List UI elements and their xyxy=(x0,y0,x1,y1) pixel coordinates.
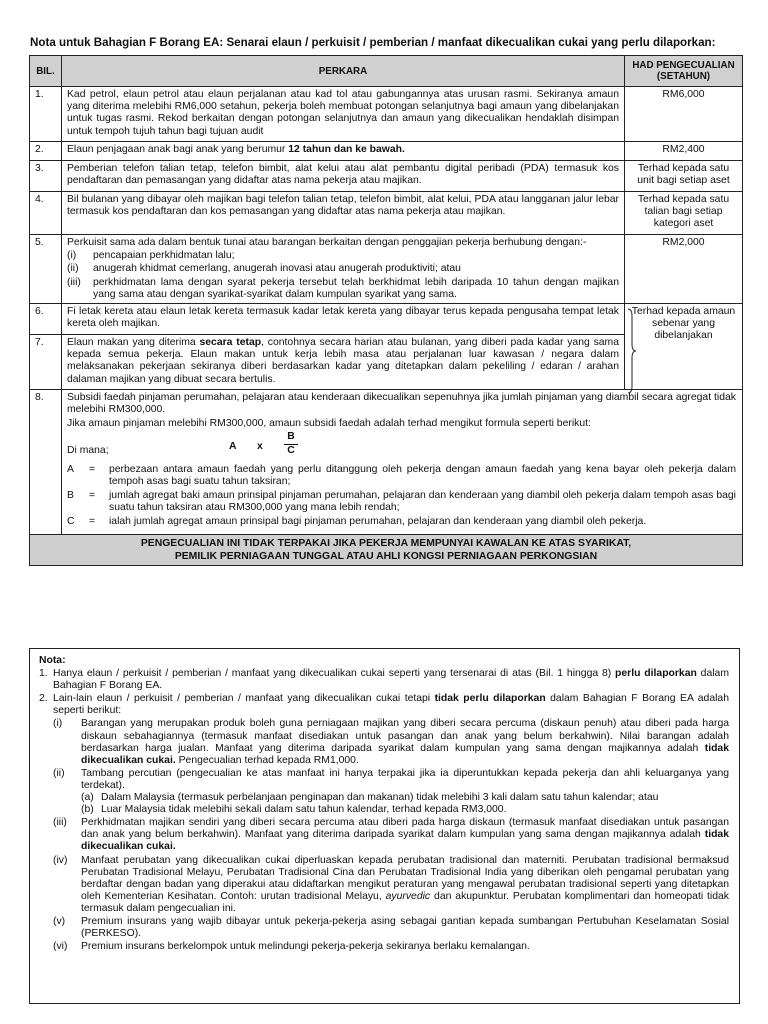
notes-box xyxy=(29,648,740,1004)
row-limit-shared xyxy=(625,304,743,390)
formula-definition xyxy=(67,464,736,488)
footer-line-1: PENGECUALIAN INI TIDAK TERPAKAI JIKA PEKERJA MEMPUNYAI KAWALAN KE ATAS SYARIKAT, xyxy=(140,537,632,549)
note-sub-item xyxy=(53,916,729,940)
note-sub-item xyxy=(53,817,729,853)
row-number: 4. xyxy=(30,192,62,235)
note-text xyxy=(53,668,729,692)
row-text xyxy=(62,390,743,535)
row-number: 1. xyxy=(30,87,62,142)
note-body xyxy=(53,693,729,953)
text-run: tidak dikecualikan cukai. xyxy=(81,742,729,766)
sub-item-text: pencapaian perkhidmatan lalu; xyxy=(93,250,235,262)
note-sub-item xyxy=(53,768,729,816)
text-run: Premium insurans berkelompok untuk melindungi pekerja-pekerja sekiranya berlaku kemalangan. xyxy=(81,941,530,953)
text-run: dan akupunktur. Perubatan komplimentari dan homeopati tidak termasuk dalam pengecualian ini. xyxy=(81,890,729,914)
row-text xyxy=(62,235,625,304)
table-row-1 xyxy=(30,87,743,142)
table-row-6 xyxy=(30,304,743,335)
formula-times: x xyxy=(257,440,263,452)
sub-item-text xyxy=(81,941,729,953)
table-header-row xyxy=(30,56,743,87)
alpha-number: (a) xyxy=(81,792,94,804)
alpha-number: (b) xyxy=(81,804,94,816)
note-number: 2. xyxy=(39,693,48,705)
definition-variable: A xyxy=(67,463,74,475)
sub-item-text xyxy=(81,916,729,940)
table-footer xyxy=(30,534,743,565)
header-had: HAD PENGECUALIAN (SETAHUN) xyxy=(625,56,743,87)
note-number: 1. xyxy=(39,668,48,680)
text-run: Hanya elaun / perkuisit / pemberian / manfaat yang dikecualikan cukai seperti yang tersenarai di atas (Bil. 1 hingga 8) xyxy=(53,668,616,680)
row-text: Bil bulanan yang dibayar oleh majikan bagi telefon talian tetap, telefon bimbit, alat kelui, PDA atau langganan jalur lebar termasuk kos pendaftaran dan kos pemasangan yang didaftar atas nama pekerja atau majikan. xyxy=(62,192,625,235)
sub-item xyxy=(67,277,619,301)
definition-text: jumlah agregat baki amaun prinsipal pinjaman perumahan, pelajaran dan kenderaan yang diambil oleh pekerja dalam tempoh asas bagi suatu tahun taksiran atau RM300,000 yang mana lebih rendah; xyxy=(109,490,736,514)
sub-item-number: (vi) xyxy=(53,941,68,953)
alpha-item xyxy=(81,792,729,804)
note-sub-item xyxy=(53,941,729,953)
table-footer-row xyxy=(30,534,743,565)
text-run: 12 tahun dan ke bawah. xyxy=(288,144,405,155)
text-run: dalam Bahagian F Borang EA adalah seperti berikut: xyxy=(53,693,729,717)
formula-a: A xyxy=(229,440,237,452)
table-row-8 xyxy=(30,390,743,535)
text-run: Perkhidmatan majikan sendiri yang diberi secara percuma atau diberi pada harga diskaun (termasuk manfaat disediakan untuk pasangan dan anak yang belum berkahwin). Manfaat yang diterima daripada syarikat dalam kumpulan yang sama dengan majikannya adalah xyxy=(81,817,729,841)
text-run: Pengecualian terhad kepada RM1,000. xyxy=(175,754,359,766)
formula-b: B xyxy=(287,430,295,442)
text-run: Manfaat perubatan yang dikecualikan cukai diperluaskan kepada perubatan tradisional dan materniti. Perubatan tradisional bermaksud Perubatan Tradisional Melayu, Perubatan Tradisional Cina dan Perubatan Tradisional India yang diberikan oleh pengamal perubatan yang berdaftar dengan badan yang diperakui atau didaftarkan mengikut peraturan yang mengawal perubatan tradisional seperti yang ditetapkan oleh Kementerian Kesihatan. Contoh: urutan tradisional Melayu, xyxy=(81,854,729,902)
sub-item-number: (iv) xyxy=(53,854,68,866)
exemption-table xyxy=(29,55,743,566)
row-number: 7. xyxy=(30,335,62,390)
shared-limit-text: Terhad kepada amaun sebenar yang dibelanjakan xyxy=(631,306,736,342)
text-run: Lain-lain elaun / perkuisit / pemberian / manfaat yang dikecualikan cukai tetapi xyxy=(53,693,435,705)
formula-c: C xyxy=(287,444,295,456)
sub-item-number: (i) xyxy=(67,250,77,262)
sub-item-text: anugerah khidmat cemerlang, anugerah inovasi atau anugerah produktiviti; atau xyxy=(93,263,461,275)
text-run: Tambang percutian (pengecualian ke atas manfaat ini hanya terpakai jika ia diperuntukkan kepada pekerja dan ahli keluarganya yang terdekat). xyxy=(81,767,729,791)
table-row-2 xyxy=(30,142,743,161)
row-text: Fi letak kereta atau elaun letak kereta termasuk kadar letak kereta yang dibayar terus kepada pengusaha tempat letak kereta oleh majikan. xyxy=(62,304,625,335)
sub-item-text xyxy=(81,718,729,766)
row-number: 6. xyxy=(30,304,62,335)
row-text xyxy=(62,335,625,390)
sub-item-text: perkhidmatan lama dengan syarat pekerja tersebut telah berkhidmat lebih daripada 10 tahun dengan majikan yang sama atau dengan syarikat-syarikat dalam kumpulan syarikat yang sama. xyxy=(93,276,619,300)
sub-item-number: (ii) xyxy=(67,263,79,275)
row-text: Pemberian telefon talian tetap, telefon bimbit, alat kelui atau alat pembantu digital peribadi (PDA) termasuk kos pendaftaran dan pemasangan yang didaftar atas nama pekerja atau majikan. xyxy=(62,161,625,192)
sub-item-text xyxy=(81,817,729,853)
sub-item-number: (iii) xyxy=(67,276,81,288)
definition-variable: C xyxy=(67,516,75,528)
text-run: tidak perlu dilaporkan xyxy=(434,693,546,705)
row-intro: Perkuisit sama ada dalam bentuk tunai atau barangan berkaitan dengan penggajian pekerja berhubung dengan:- xyxy=(67,237,587,248)
text-run: dalam Bahagian F Borang EA. xyxy=(53,668,729,692)
text-run: ayurvedic xyxy=(385,890,431,902)
row-limit: RM6,000 xyxy=(625,87,743,142)
table-row-5 xyxy=(30,235,743,304)
header-bil: BIL. xyxy=(30,56,62,87)
sub-item-body xyxy=(81,768,729,816)
sub-item-text xyxy=(81,855,729,915)
row-limit: RM2,000 xyxy=(625,235,743,304)
text-run: Barangan yang merupakan produk boleh guna perniagaan majikan yang diberi secara percuma (diskaun penuh) atau diberi pada harga diskaun sebahagiannya (termasuk manfaat disediakan untuk pasangan dan anak yang belum berkahwin). Nilai barangan adalah berdasarkan harga jualan. Manfaat yang diterima daripada syarikat dalam kumpulan yang sama dengan majikannya adalah xyxy=(81,718,729,754)
definition-variable: B xyxy=(67,490,74,502)
note-sub-item xyxy=(53,855,729,915)
row-limit: RM2,400 xyxy=(625,142,743,161)
row8-paragraph-2: Jika amaun pinjaman melebihi RM300,000, amaun subsidi faedah adalah terhad mengikut formula seperti berikut: xyxy=(67,418,591,430)
text-run: tidak dikecualikan cukai. xyxy=(81,829,729,853)
text-run: Elaun penjagaan anak bagi anak yang berumur xyxy=(67,144,289,155)
row-limit: Terhad kepada satu unit bagi setiap aset xyxy=(625,161,743,192)
notes-title: Nota: xyxy=(39,655,66,666)
definition-equals: = xyxy=(89,516,96,528)
note-item-2 xyxy=(39,693,729,953)
text-run: , contohnya secara harian atau bulanan, yang diberi pada kadar yang sama kepada semua pekerja. Elaun makan untuk kerja lebih masa atau perjalanan luar kawasan / negara dalam melaksanakan pekerjaan sekiranya diberi berdasarkan kadar yang ditetapkan dalam pekeliling / edaran / arahan dalaman majikan yang dibuat secara bertulis. xyxy=(67,337,619,385)
alpha-text: Luar Malaysia tidak melebihi sekali dalam satu tahun kalendar, terhad kepada RM3,000. xyxy=(101,804,507,816)
sub-item-number: (i) xyxy=(53,718,63,730)
definition-text: ialah jumlah agregat amaun prinsipal bagi pinjaman perumahan, pelajaran dan kenderaan yang diambil oleh pekerja. xyxy=(109,516,647,528)
row-limit: Terhad kepada satu talian bagi setiap kategori aset xyxy=(625,192,743,235)
row-number: 3. xyxy=(30,161,62,192)
note-sub-item xyxy=(53,718,729,766)
alpha-item xyxy=(81,804,729,816)
interest-formula xyxy=(67,431,736,459)
note-item-1 xyxy=(39,668,729,692)
sub-item xyxy=(67,263,619,275)
sub-item-number: (ii) xyxy=(53,767,65,779)
text-run: Elaun makan yang diterima xyxy=(67,337,200,349)
note-text xyxy=(53,693,729,717)
curly-brace-icon xyxy=(627,308,637,394)
row-number: 2. xyxy=(30,142,62,161)
sub-item-number: (iii) xyxy=(53,817,67,829)
formula-where-label: Di mana; xyxy=(67,444,109,456)
table-row-3 xyxy=(30,161,743,192)
text-run: perlu dilaporkan xyxy=(615,668,697,680)
text-run: secara tetap xyxy=(199,337,262,349)
row-text xyxy=(62,142,625,161)
sub-item-number: (v) xyxy=(53,915,66,927)
sub-item xyxy=(67,250,619,262)
row-number: 5. xyxy=(30,235,62,304)
footer-line-2: PEMILIK PERNIAGAAN TUNGGAL ATAU AHLI KONGSI PERNIAGAAN PERKONGSIAN xyxy=(174,550,598,562)
definition-equals: = xyxy=(89,463,96,475)
document-heading: Nota untuk Bahagian F Borang EA: Senarai elaun / perkuisit / pemberian / manfaat dikecualikan cukai yang perlu dilaporkan: xyxy=(30,36,716,49)
formula-definition xyxy=(67,490,736,514)
definition-text: perbezaan antara amaun faedah yang perlu ditanggung oleh pekerja dengan amaun faedah yang kena bayar oleh pekerja dalam tempoh asas bagi suatu tahun taksiran; xyxy=(109,463,736,487)
table-row-4 xyxy=(30,192,743,235)
row8-paragraph-1: Subsidi faedah pinjaman perumahan, pelajaran atau kenderaan dikecualikan sepenuhnya jika jumlah pinjaman yang diambil secara agregat tidak melebihi RM300,000. xyxy=(67,392,736,416)
definition-equals: = xyxy=(89,490,96,502)
sub-item-text xyxy=(81,768,729,792)
formula-definition xyxy=(67,516,736,528)
text-run: Premium insurans yang wajib dibayar untuk pekerja-pekerja asing sebagai gantian kepada sumbangan Pertubuhan Keselamatan Sosial (PERKESO). xyxy=(81,915,729,940)
row-number: 8. xyxy=(30,390,62,535)
row-text: Kad petrol, elaun petrol atau elaun perjalanan atau kad tol atau gabungannya atas urusan rasmi. Sekiranya amaun yang diterima melebihi RM6,000 setahun, pekerja boleh membuat potongan selanjutnya bagi amaun yang dibelanjakan untuk tugas rasmi. Rekod berkaitan dengan potongan selanjutnya dan amaun yang dikecualikan hendaklah disimpan untuk tempoh tujuh tahun bagi tujuan audit xyxy=(62,87,625,142)
header-perkara: PERKARA xyxy=(62,56,625,87)
alpha-text: Dalam Malaysia (termasuk perbelanjaan penginapan dan makanan) tidak melebihi 3 kali dalam satu tahun kalendar; atau xyxy=(101,792,659,804)
